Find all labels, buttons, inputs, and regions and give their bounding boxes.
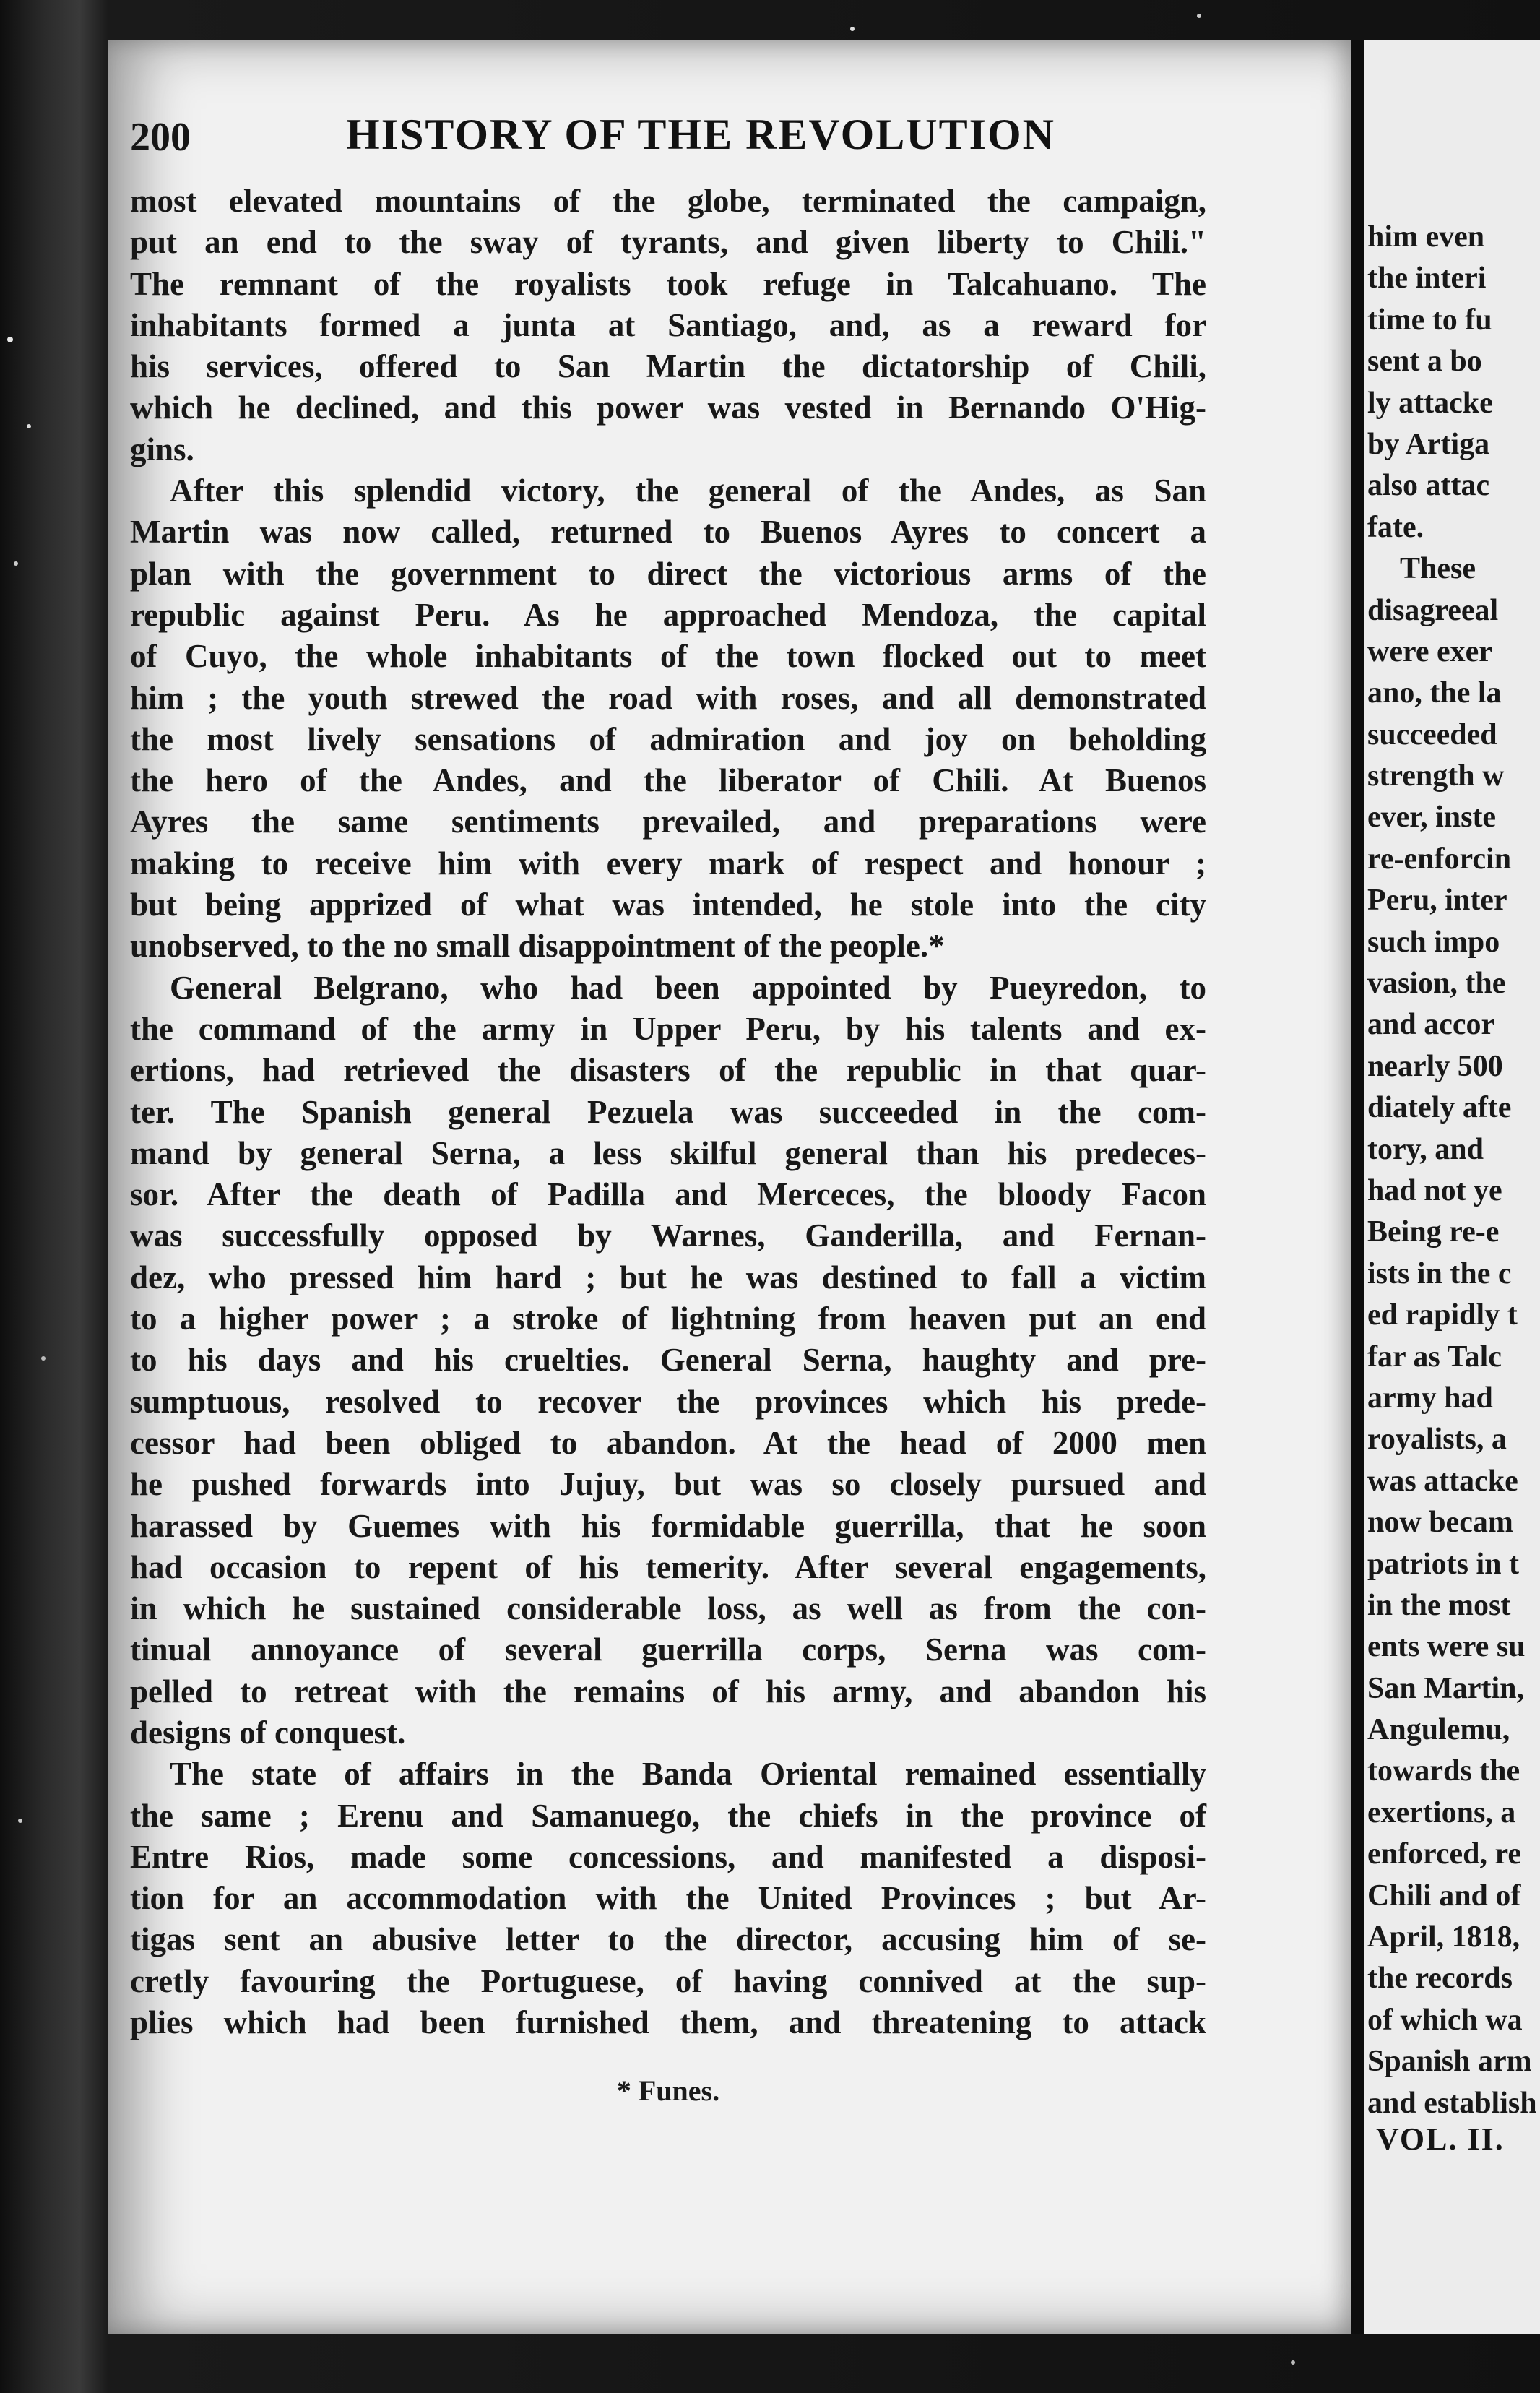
text-line: sumptuous, resolved to recover the provinces which his prede- — [130, 1383, 1206, 1420]
text-line-fragment: strength w — [1367, 759, 1505, 793]
text-line-fragment: vasion, the — [1367, 967, 1506, 1001]
text-line-fragment: sent a bo — [1367, 345, 1482, 379]
text-line-fragment: towards the — [1367, 1754, 1520, 1788]
text-line-fragment: the interi — [1367, 262, 1487, 296]
text-line-fragment: Being re-e — [1367, 1215, 1500, 1249]
text-line-fragment: Spanish arm — [1367, 2045, 1532, 2079]
text-line: The state of affairs in the Banda Oriental remained essentially — [170, 1756, 1206, 1793]
text-line: in which he sustained considerable loss, as well as from the con- — [130, 1590, 1206, 1627]
text-line-fragment: time to fu — [1367, 303, 1492, 337]
text-line: gins. — [130, 431, 194, 467]
right-page-body-fragment — [1367, 217, 1537, 2124]
text-line-fragment: also attac — [1367, 469, 1490, 503]
text-line-fragment: enforced, re — [1367, 1837, 1522, 1871]
book-gutter — [1351, 40, 1364, 2334]
text-line-fragment: patriots in t — [1367, 1547, 1519, 1581]
text-line-fragment: succeeded — [1367, 717, 1497, 751]
text-line: ter. The Spanish general Pezuela was succeeded in the com- — [130, 1093, 1206, 1130]
text-line: harassed by Guemes with his formidable guerrilla, that he soon — [130, 1507, 1206, 1544]
text-line: cessor had been obliged to abandon. At the head of 2000 men — [130, 1424, 1206, 1461]
text-line-fragment: Chili and of — [1367, 1879, 1521, 1913]
text-line-fragment: such impo — [1367, 925, 1500, 959]
text-line-fragment: was attacke — [1367, 1464, 1518, 1498]
text-line-fragment: re-enforcin — [1367, 842, 1512, 876]
text-line: Ayres the same sentiments prevailed, and preparations were — [130, 803, 1206, 840]
text-line: cretly favouring the Portuguese, of having connived at the sup- — [130, 1962, 1206, 1999]
text-line-fragment: and establish — [1367, 2086, 1537, 2120]
text-line: had occasion to repent of his temerity. After several engagements, — [130, 1548, 1206, 1585]
text-line: tinual annoyance of several guerrilla corps, Serna was com- — [130, 1631, 1206, 1668]
text-line-fragment: Angulemu, — [1367, 1713, 1510, 1747]
text-line: General Belgrano, who had been appointed by Pueyredon, to — [170, 969, 1206, 1006]
text-line: the command of the army in Upper Peru, by his talents and ex- — [130, 1010, 1206, 1047]
text-line: his services, offered to San Martin the dictatorship of Chili, — [130, 348, 1206, 385]
text-line: was successfully opposed by Warnes, Ganderilla, and Fernan- — [130, 1217, 1206, 1254]
text-line: ertions, had retrieved the disasters of the republic in that quar- — [130, 1052, 1206, 1089]
running-head-title: HISTORY OF THE REVOLUTION — [346, 111, 1055, 158]
text-line-fragment: tory, and — [1367, 1132, 1484, 1166]
text-line: he pushed forwards into Jujuy, but was so closely pursued and — [130, 1466, 1206, 1503]
text-line: designs of conquest. — [130, 1714, 406, 1751]
text-line: plan with the government to direct the victorious arms of the — [130, 555, 1206, 592]
text-line: the hero of the Andes, and the liberator of Chili. At Buenos — [130, 762, 1206, 799]
text-line: republic against Peru. As he approached Mendoza, the capital — [130, 596, 1206, 633]
text-line-fragment: army had — [1367, 1381, 1493, 1415]
text-line-fragment: Peru, inter — [1367, 884, 1507, 918]
text-line: plies which had been furnished them, and threatening to attack — [130, 2004, 1206, 2041]
text-line: to his days and his cruelties. General Serna, haughty and pre- — [130, 1342, 1206, 1379]
text-line: the most lively sensations of admiration and joy on beholding — [130, 720, 1206, 757]
text-line-fragment: San Martin, — [1367, 1671, 1525, 1705]
text-line-fragment: ever, inste — [1367, 801, 1497, 835]
text-line-fragment: royalists, a — [1367, 1423, 1507, 1457]
text-line-fragment: April, 1818, — [1367, 1920, 1520, 1954]
text-line: Martin was now called, returned to Buenos Ayres to concert a — [130, 514, 1206, 551]
text-line: to a higher power ; a stroke of lightning from heaven put an end — [130, 1301, 1206, 1337]
text-line-fragment: far as Talc — [1367, 1340, 1502, 1374]
text-line: of Cuyo, the whole inhabitants of the town flocked out to meet — [130, 638, 1206, 675]
text-line: unobserved, to the no small disappointment of the people.* — [130, 928, 945, 965]
text-line: making to receive him with every mark of respect and honour ; — [130, 845, 1206, 881]
text-line: tion for an accommodation with the United Provinces ; but Ar- — [130, 1880, 1206, 1917]
text-line: Entre Rios, made some concessions, and manifested a disposi- — [130, 1838, 1206, 1875]
text-line-fragment: now becam — [1367, 1506, 1513, 1540]
text-line-fragment: were exer — [1367, 634, 1492, 668]
text-line-fragment: ano, the la — [1367, 676, 1502, 710]
text-line: him ; the youth strewed the road with roses, and all demonstrated — [130, 679, 1206, 716]
text-line-fragment: by Artiga — [1367, 427, 1490, 461]
text-line: inhabitants formed a junta at Santiago, and, as a reward for — [130, 306, 1206, 343]
text-line-fragment: nearly 500 — [1367, 1049, 1503, 1083]
text-line-fragment: and accor — [1367, 1008, 1495, 1042]
text-line-fragment: of which wa — [1367, 2003, 1523, 2037]
text-line-fragment: ents were su — [1367, 1630, 1526, 1664]
text-line-fragment: him even — [1367, 220, 1485, 254]
text-line: mand by general Serna, a less skilful general than his predeces- — [130, 1134, 1206, 1171]
text-line: most elevated mountains of the globe, terminated the campaign, — [130, 183, 1206, 219]
text-line-fragment: ly attacke — [1367, 386, 1493, 420]
text-line: tigas sent an abusive letter to the director, accusing him of se- — [130, 1921, 1206, 1958]
left-page-body-text — [130, 181, 1206, 2043]
text-line-fragment: exertions, a — [1367, 1795, 1516, 1829]
text-line-fragment: the records — [1367, 1962, 1513, 1996]
text-line-fragment: ists in the c — [1367, 1256, 1512, 1290]
text-line: put an end to the sway of tyrants, and given liberty to Chili." — [130, 224, 1206, 261]
text-line: dez, who pressed him hard ; but he was destined to fall a victim — [130, 1259, 1206, 1295]
text-line: After this splendid victory, the general of the Andes, as San — [170, 473, 1206, 509]
text-line-fragment: These — [1400, 552, 1476, 586]
text-line-fragment: diately afte — [1367, 1091, 1512, 1125]
text-line: but being apprized of what was intended, he stole into the city — [130, 887, 1206, 923]
text-line: which he declined, and this power was vested in Bernando O'Hig- — [130, 389, 1206, 426]
text-line: The remnant of the royalists took refuge in Talcahuano. The — [130, 265, 1206, 302]
text-line-fragment: disagreeal — [1367, 593, 1499, 627]
text-line-fragment: in the most — [1367, 1588, 1511, 1622]
text-line-fragment: ed rapidly t — [1367, 1298, 1518, 1332]
text-line-fragment: fate. — [1367, 510, 1424, 544]
running-head — [130, 72, 1199, 160]
volume-signature: VOL. II. — [1376, 2121, 1505, 2157]
text-line: pelled to retreat with the remains of his army, and abandon his — [130, 1673, 1206, 1709]
text-line: sor. After the death of Padilla and Merceces, the bloody Facon — [130, 1176, 1206, 1213]
text-line: the same ; Erenu and Samanuego, the chiefs in the province of — [130, 1797, 1206, 1834]
footnote: * Funes. — [616, 2074, 720, 2107]
page-number: 200 — [130, 115, 191, 160]
text-line-fragment: had not ye — [1367, 1173, 1502, 1207]
